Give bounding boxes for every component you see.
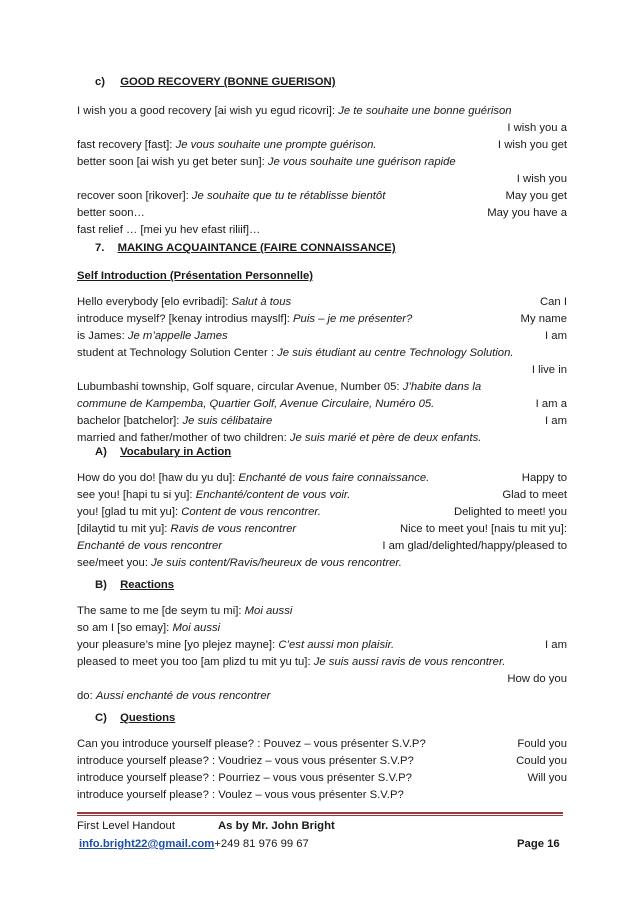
section-b-label: B) xyxy=(95,579,107,591)
footer-email-link[interactable]: info.bright22@gmail.com xyxy=(79,838,215,850)
section-b-heading xyxy=(95,577,585,593)
line-continuation: May you get xyxy=(505,190,567,202)
section-c2-label: C) xyxy=(95,712,107,724)
line-text: introduce yourself please? : Voudriez – vous vous présenter S.V.P? xyxy=(77,755,414,767)
section-c-heading xyxy=(95,74,585,90)
text-line xyxy=(77,688,567,704)
text-line xyxy=(77,487,567,503)
line-text: introduce myself? [kenay introdius mayslf]: xyxy=(77,313,293,325)
text-line xyxy=(77,787,567,803)
line-continuation: Will you xyxy=(527,772,567,784)
line-continuation: Happy to xyxy=(521,472,567,484)
text-line xyxy=(77,770,567,786)
line-text: is James: xyxy=(77,330,128,342)
line-translation: Salut à tous xyxy=(231,296,292,308)
self-intro-title xyxy=(77,268,567,284)
footer-phone: +249 81 976 99 67 xyxy=(214,838,309,850)
footer-contact xyxy=(79,838,309,850)
section-7-heading xyxy=(95,240,585,256)
line-continuation: Delighted to meet! you xyxy=(453,506,567,518)
line-translation: Je vous souhaite une prompte guérison. xyxy=(175,139,377,151)
section-a-label: A) xyxy=(95,446,107,458)
text-line xyxy=(77,328,567,344)
text-line xyxy=(77,504,567,520)
line-continuation: I wish you a xyxy=(507,122,567,134)
line-translation: Je souhaite que tu te rétablisse bientôt xyxy=(191,190,386,202)
line-continuation: I am xyxy=(545,639,567,651)
line-translation: Je te souhaite une bonne guérison xyxy=(338,105,512,117)
line-translation: Moi aussi xyxy=(172,622,221,634)
text-line xyxy=(77,103,567,119)
text-line xyxy=(77,753,567,769)
line-translation: Je suis aussi ravis de vous rencontrer. xyxy=(313,656,506,668)
line-translation: Je m’appelle James xyxy=(127,330,228,342)
text-line xyxy=(77,396,567,412)
text-line xyxy=(77,555,567,571)
footer-author: As by Mr. John Bright xyxy=(218,820,335,832)
section-7-label: 7. xyxy=(95,242,105,254)
line-text: so am I [so emay]: xyxy=(77,622,173,634)
line-continuation: May you have a xyxy=(487,207,567,219)
line-text: student at Technology Solution Center : xyxy=(77,347,278,359)
line-text: you! [glad tu mit yu]: xyxy=(77,506,182,518)
section-7-title: MAKING ACQUAINTANCE (FAIRE CONNAISSANCE) xyxy=(117,242,396,254)
line-continuation: Glad to meet xyxy=(502,489,567,501)
section-b-title: Reactions xyxy=(120,579,175,591)
line-translation: Ravis de vous rencontrer xyxy=(170,523,297,535)
line-text: The same to me [de seym tu mi]: xyxy=(77,605,245,617)
line-text: do: xyxy=(77,690,96,702)
line-translation: Enchanté de vous faire connaissance. xyxy=(238,472,430,484)
line-translation: Je suis content/Ravis/heureux de vous rencontrer. xyxy=(151,557,402,569)
line-text: recover soon [rikover]: xyxy=(77,190,192,202)
footer-page-number: Page 16 xyxy=(517,838,560,850)
text-line xyxy=(77,345,567,361)
text-line xyxy=(77,413,567,429)
text-line xyxy=(77,379,567,395)
line-text: How do you do! [haw du yu du]: xyxy=(77,472,239,484)
text-line xyxy=(77,137,567,153)
line-text: bachelor [batchelor]: xyxy=(77,415,183,427)
line-continuation: I am glad/delighted/happy/pleased to xyxy=(382,540,567,552)
text-line xyxy=(77,188,567,204)
line-continuation: I am xyxy=(545,330,567,342)
footer-rule xyxy=(77,812,563,814)
line-text: I wish you a good recovery [ai wish yu egud ricovri]: xyxy=(77,105,339,117)
line-translation: Content de vous rencontrer. xyxy=(181,506,321,518)
text-line xyxy=(77,154,567,170)
line-continuation: Could you xyxy=(516,755,567,767)
line-continuation: Can I xyxy=(539,296,567,308)
line-text: better soon… xyxy=(77,207,145,219)
section-c2-heading xyxy=(95,710,585,726)
line-continuation: I wish you xyxy=(516,173,567,185)
text-line xyxy=(77,222,567,238)
text-line xyxy=(77,637,567,653)
line-text: see you! [hapi tu si yu]: xyxy=(77,489,196,501)
section-c-label: c) xyxy=(95,76,106,88)
section-a-heading xyxy=(95,444,585,460)
text-line xyxy=(77,205,567,221)
line-translation: Je suis célibataire xyxy=(182,415,273,427)
line-translation: commune de Kampemba, Quartier Golf, Avenue Circulaire, Numéro 05. xyxy=(77,398,435,410)
line-translation: Je vous souhaite une guérison rapide xyxy=(267,156,456,168)
text-line xyxy=(77,311,567,327)
text-line xyxy=(77,470,567,486)
line-continuation: I live in xyxy=(531,364,567,376)
line-continuation: My name xyxy=(520,313,567,325)
line-continuation: I wish you get xyxy=(497,139,567,151)
line-continuation: Nice to meet you! [nais tu mit yu]: xyxy=(399,523,567,535)
footer-rule-thin xyxy=(77,815,563,816)
line-text: fast recovery [fast]: xyxy=(77,139,176,151)
footer-handout: First Level Handout xyxy=(77,820,175,832)
line-continuation: Fould you xyxy=(517,738,567,750)
section-c-title: GOOD RECOVERY (BONNE GUERISON) xyxy=(120,76,336,88)
line-text: Can you introduce yourself please? : Pouvez – vous présenter S.V.P? xyxy=(77,738,426,750)
line-text: Lubumbashi township, Golf square, circular Avenue, Number 05: xyxy=(77,381,403,393)
line-translation: Enchanté de vous rencontrer xyxy=(77,540,223,552)
line-text: married and father/mother of two children: xyxy=(77,432,290,444)
text-line xyxy=(77,654,567,670)
line-text: fast relief … [mei yu hev efast riliif]… xyxy=(77,224,261,236)
text-line xyxy=(77,736,567,752)
line-text: Hello everybody [elo evribadi]: xyxy=(77,296,232,308)
line-continuation: I am xyxy=(545,415,567,427)
line-text: [dilaytid tu mit yu]: xyxy=(77,523,171,535)
self-intro-title-text: Self Introduction (Présentation Personnelle) xyxy=(77,270,314,282)
line-translation: Aussi enchanté de vous rencontrer xyxy=(95,690,271,702)
line-text: better soon [ai wish yu get beter sun]: xyxy=(77,156,268,168)
line-translation: Puis – je me présenter? xyxy=(293,313,413,325)
line-text: your pleasure’s mine [yo plejez mayne]: xyxy=(77,639,279,651)
line-text: pleased to meet you too [am plizd tu mit yu tu]: xyxy=(77,656,314,668)
line-text: see/meet you: xyxy=(77,557,152,569)
text-line xyxy=(77,538,567,554)
section-c2-title: Questions xyxy=(120,712,176,724)
line-translation: Enchanté/content de vous voir. xyxy=(195,489,351,501)
text-line xyxy=(77,521,567,537)
line-text: introduce yourself please? : Voulez – vous vous présenter S.V.P? xyxy=(77,789,404,801)
line-translation: C’est aussi mon plaisir. xyxy=(278,639,395,651)
text-line xyxy=(77,620,567,636)
line-continuation: I am a xyxy=(535,398,567,410)
line-translation: Je suis marié et père de deux enfants. xyxy=(289,432,482,444)
line-translation: Je suis étudiant au centre Technology Solution. xyxy=(277,347,514,359)
section-a-title: Vocabulary in Action xyxy=(120,446,232,458)
text-line xyxy=(77,294,567,310)
line-translation: J’habite dans la xyxy=(402,381,482,393)
line-text: introduce yourself please? : Pourriez – vous vous présenter S.V.P? xyxy=(77,772,412,784)
text-line xyxy=(77,603,567,619)
line-translation: Moi aussi xyxy=(244,605,293,617)
line-continuation: How do you xyxy=(507,673,567,685)
